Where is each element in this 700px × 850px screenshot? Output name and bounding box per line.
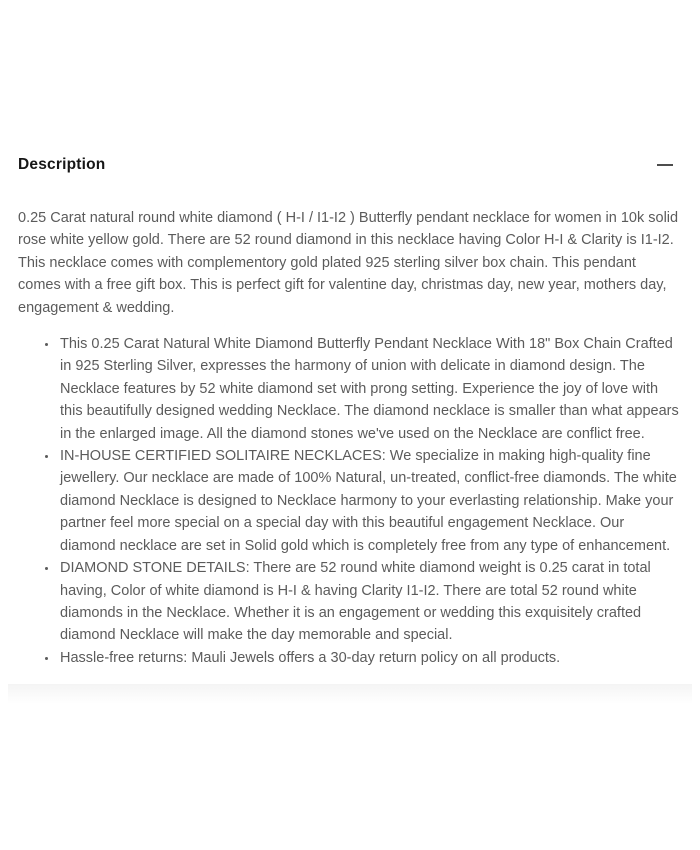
description-bullet-item: • DIAMOND STONE DETAILS: There are 52 round white diamond weight is 0.25 carat in total having, Color of white diamond is H-I & having Clarity I1-I2. There are total 52 round white diamonds in the Necklace. Whether it is an engagement or wedding this exquisitely crafted diamond Necklace will make the day memorable and special. [58,557,682,647]
description-bullet-item: • IN-HOUSE CERTIFIED SOLITAIRE NECKLACES: We specialize in making high-quality fine jewellery. Our necklace are made of 100% Natural, un-treated, conflict-free diamonds. The white diamond Necklace is designed to Necklace harmony to your everlasting relationship. Make your partner feel more special on a special day with this beautiful engagement Necklace. Our diamond necklace are set in Solid gold which is completely free from any type of enhancement. [58,445,682,557]
description-accordion-header[interactable] [18,156,682,174]
section-title: Description [18,156,106,173]
description-bullet-list [18,333,682,669]
collapse-minus-icon[interactable] [657,164,673,166]
description-bullet-item: • This 0.25 Carat Natural White Diamond Butterfly Pendant Necklace With 18" Box Chain Crafted in 925 Sterling Silver, expresses the harmony of union with delicate in diamond design. The Necklace features by 52 white diamond set with prong setting. Experience the joy of love with this beautifully designed wedding Necklace. The diamond necklace is smaller than what appears in the enlarged image. All the diamond stones we've used on the Necklace are conflict free. [58,333,682,445]
description-intro-paragraph: 0.25 Carat natural round white diamond ( H-I / I1-I2 ) Butterfly pendant necklace for women in 10k solid rose white yellow gold. There are 52 round diamond in this necklace having Color H-I & Clarity is I1-I2. This necklace comes with complementory gold plated 925 sterling silver box chain. This pendant comes with a free gift box. This is perfect gift for valentine day, christmas day, new year, mothers day, engagement & wedding. [18,210,679,316]
description-bullet-item: • Hassle-free returns: Mauli Jewels offers a 30-day return policy on all products. [58,647,682,669]
section-bottom-divider [8,684,692,704]
